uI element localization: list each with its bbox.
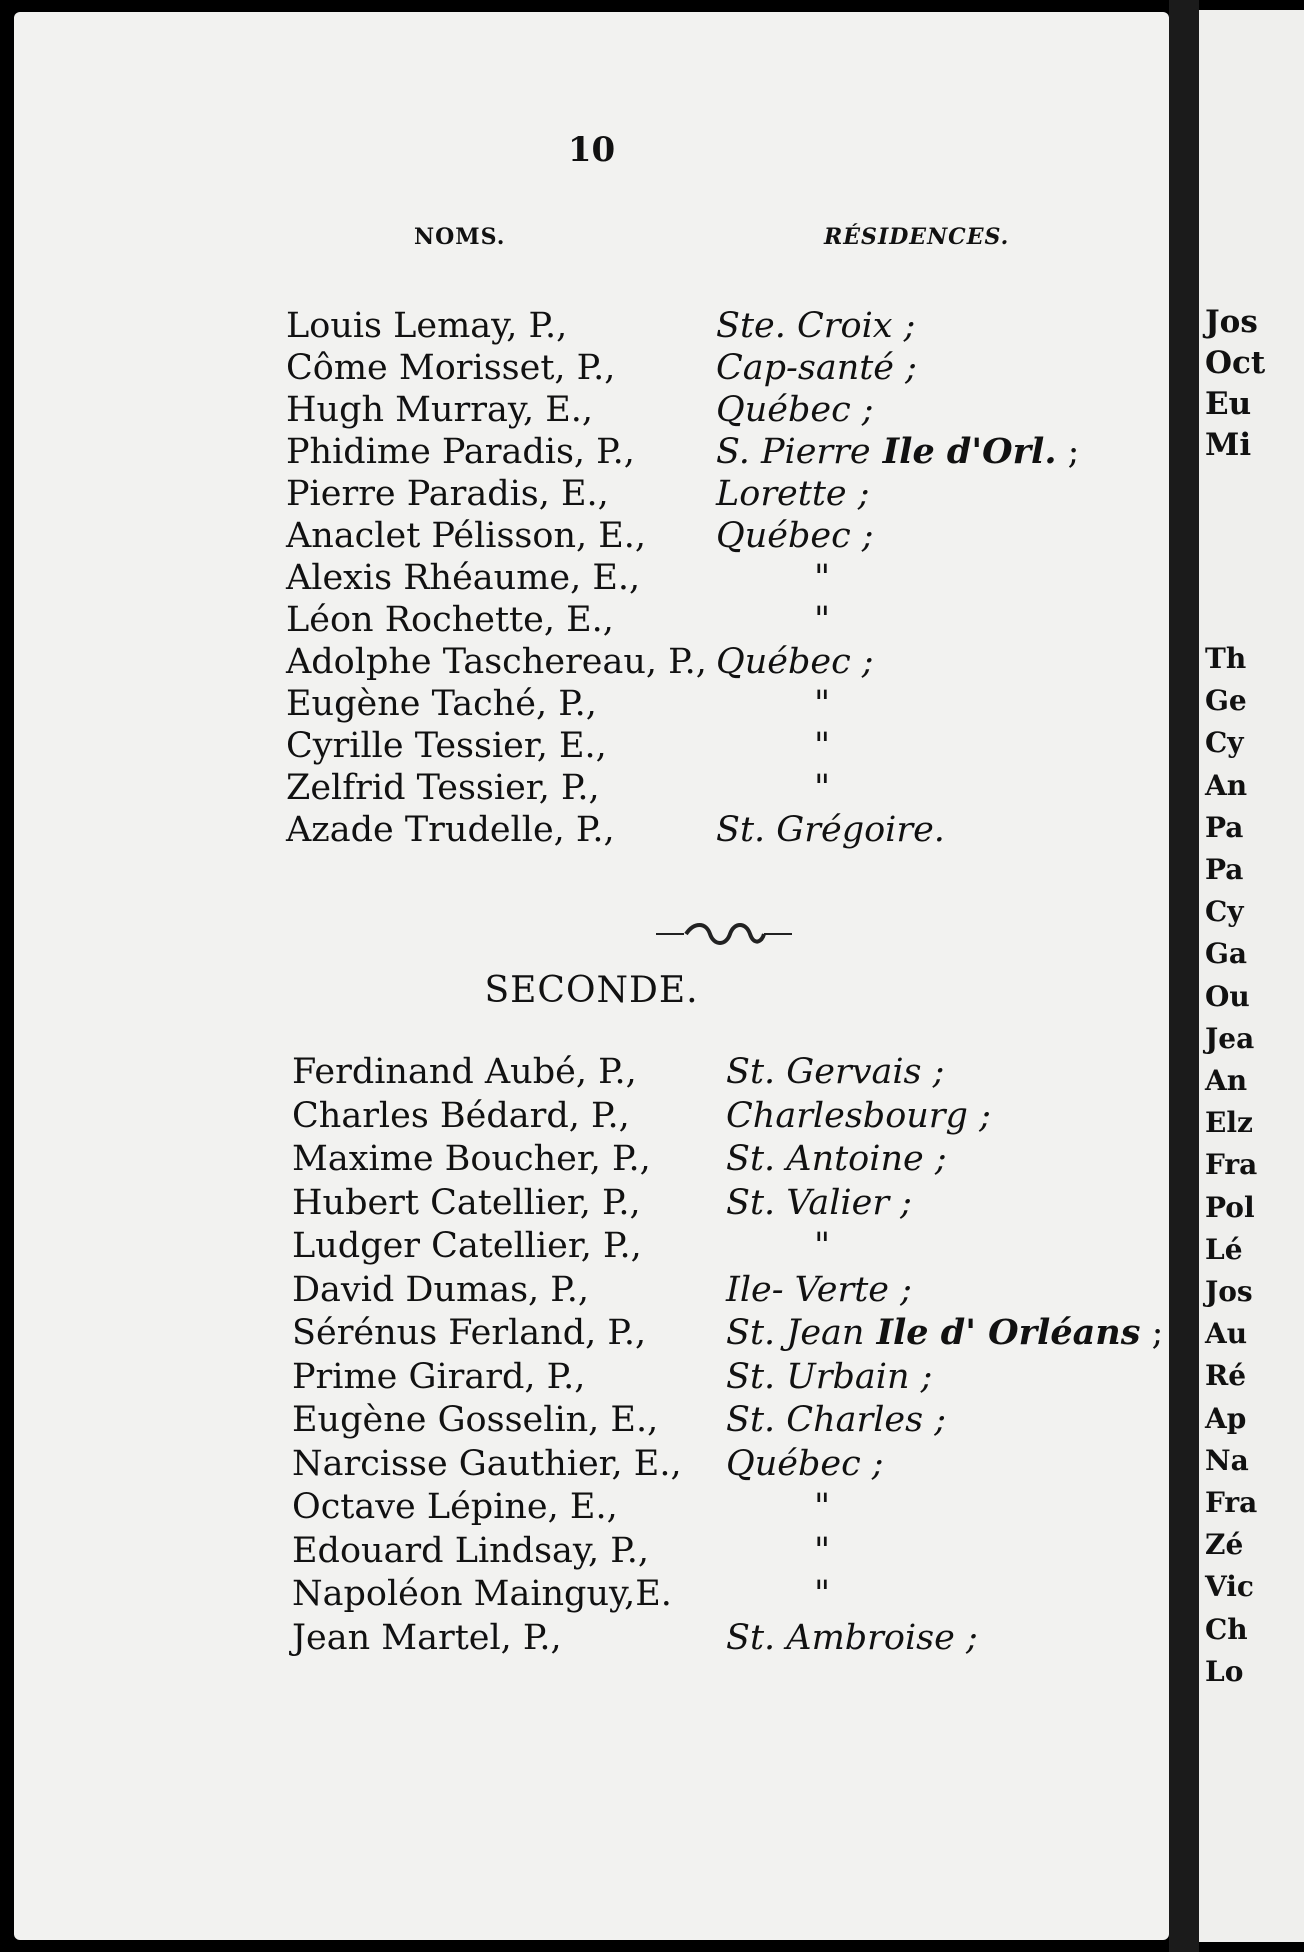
entry-name: Cyrille Tessier, E., — [286, 726, 607, 766]
residence-text: St. Urbain ; — [726, 1356, 933, 1397]
right-fragment-bottom: Lé — [1205, 1232, 1243, 1266]
right-page-edge — [1199, 10, 1304, 1942]
entry-row — [14, 430, 1169, 474]
entry-name: Octave Lépine, E., — [292, 1487, 618, 1527]
entry-residence — [814, 1529, 830, 1573]
right-fragment-bottom: Jea — [1205, 1021, 1255, 1055]
section-ornament — [654, 916, 794, 952]
entry-name: Louis Lemay, P., — [286, 306, 568, 346]
entry-residence — [726, 1268, 912, 1312]
right-fragment-top: Jos — [1205, 304, 1258, 340]
residence-text: " — [814, 1530, 831, 1571]
entry-residence — [726, 1311, 1163, 1355]
entry-row — [14, 766, 1169, 810]
entry-residence — [814, 1224, 830, 1268]
entry-row — [14, 1311, 1169, 1355]
entry-name: Adolphe Taschereau, P., — [286, 642, 707, 682]
right-fragment-bottom: Lo — [1205, 1654, 1244, 1688]
residence-text: Québec ; — [726, 1443, 884, 1484]
entry-name: Zelfrid Tessier, P., — [286, 768, 600, 808]
residence-text: Québec ; — [716, 642, 874, 682]
entry-row — [14, 1224, 1169, 1268]
residence-text: St. Gervais ; — [726, 1052, 945, 1092]
right-fragment-bottom: Zé — [1205, 1528, 1244, 1562]
right-fragment-bottom: Ap — [1205, 1401, 1247, 1435]
entry-name: Narcisse Gauthier, E., — [292, 1443, 682, 1484]
residence-text: " — [814, 726, 831, 766]
entry-residence — [814, 766, 830, 810]
residence-text: Lorette ; — [716, 474, 870, 514]
entry-row — [14, 1094, 1169, 1138]
residence-text: Ile- Verte ; — [726, 1269, 912, 1310]
entry-name: Pierre Paradis, E., — [286, 474, 609, 514]
residence-text: Québec ; — [716, 390, 874, 430]
right-fragment-bottom: Pa — [1205, 810, 1244, 844]
entry-residence — [814, 556, 830, 600]
entry-residence — [716, 388, 874, 432]
header-names: NOMS. — [414, 224, 506, 250]
right-fragment-bottom: Th — [1205, 642, 1247, 675]
entry-row — [14, 1181, 1169, 1225]
entry-row — [14, 1050, 1169, 1094]
entry-row — [14, 1398, 1169, 1442]
entry-name: Azade Trudelle, P., — [286, 810, 615, 850]
page-number: 10 — [567, 130, 616, 170]
residence-text: St. Antoine ; — [726, 1139, 947, 1179]
entry-row — [14, 304, 1169, 348]
entry-name: Prime Girard, P., — [292, 1356, 586, 1397]
right-fragment-bottom: Fra — [1205, 1486, 1258, 1519]
right-fragment-top: Mi — [1205, 427, 1252, 463]
entry-residence — [716, 640, 874, 684]
entry-row — [14, 640, 1169, 684]
entry-residence — [726, 1181, 912, 1225]
entry-name: Alexis Rhéaume, E., — [286, 558, 641, 598]
entry-name: Hugh Murray, E., — [286, 390, 594, 430]
entry-name: Jean Martel, P., — [292, 1617, 562, 1658]
entry-name: Edouard Lindsay, P., — [292, 1530, 649, 1571]
right-fragment-bottom: Ga — [1205, 937, 1248, 971]
residence-text: " — [814, 558, 831, 598]
entry-residence — [814, 724, 830, 768]
entry-name: Napoléon Mainguy,E. — [292, 1574, 672, 1614]
entry-row — [14, 682, 1169, 726]
entry-residence — [716, 304, 915, 348]
entry-row — [14, 472, 1169, 516]
entry-name: Charles Bédard, P., — [292, 1095, 630, 1136]
entry-row — [14, 1485, 1169, 1529]
entry-residence — [814, 682, 830, 726]
entry-name: Léon Rochette, E., — [286, 600, 614, 640]
entry-name: David Dumas, P., — [292, 1269, 590, 1310]
entry-row — [14, 1572, 1169, 1616]
entry-residence — [726, 1094, 991, 1138]
residence-text: " — [814, 684, 831, 724]
residence-text: Québec ; — [716, 516, 874, 556]
entry-name: Sérénus Ferland, P., — [292, 1313, 647, 1353]
entry-residence — [716, 514, 874, 558]
right-fragment-bottom: Ou — [1205, 979, 1250, 1013]
entry-row — [14, 556, 1169, 600]
entry-row — [14, 1355, 1169, 1399]
right-fragment-bottom: An — [1205, 1064, 1248, 1097]
right-fragment-bottom: Vic — [1205, 1570, 1254, 1604]
right-fragment-bottom: Fra — [1205, 1148, 1258, 1182]
residence-text: St. Valier ; — [726, 1182, 912, 1223]
right-fragment-bottom: Na — [1205, 1443, 1249, 1477]
residence-text: Cap-santé ; — [716, 348, 917, 388]
entry-residence — [726, 1050, 944, 1094]
entry-residence — [726, 1398, 946, 1442]
entry-row — [14, 1616, 1169, 1660]
entry-name: Phidime Paradis, P., — [286, 432, 635, 472]
right-fragment-bottom: Pol — [1205, 1190, 1255, 1224]
entry-name: Côme Morisset, P., — [286, 348, 616, 388]
entry-row — [14, 598, 1169, 642]
entry-row — [14, 1442, 1169, 1486]
right-fragment-bottom: Au — [1205, 1317, 1248, 1351]
entry-residence — [716, 430, 1079, 474]
residence-bold-text: Ile d' Orléans — [864, 1312, 1141, 1353]
entry-residence — [814, 598, 830, 642]
residence-bold-text: Ile d'Orl. — [870, 431, 1057, 472]
right-fragment-top: Oct — [1205, 345, 1266, 381]
entry-row — [14, 1268, 1169, 1312]
entry-row — [14, 514, 1169, 558]
entry-row — [14, 1529, 1169, 1573]
entry-name: Eugène Taché, P., — [286, 684, 597, 724]
residence-text: St. Charles ; — [726, 1400, 946, 1440]
residence-text: " — [814, 1574, 831, 1614]
right-fragment-top: Eu — [1205, 386, 1252, 422]
right-fragment-bottom: Ch — [1205, 1612, 1248, 1646]
entry-row — [14, 808, 1169, 852]
residence-text: St. Grégoire. — [716, 810, 945, 850]
residence-text: S. Pierre — [716, 432, 871, 472]
entry-name: Ludger Catellier, P., — [292, 1226, 642, 1266]
entry-residence — [726, 1442, 884, 1486]
entry-residence — [716, 472, 870, 516]
entry-residence — [716, 346, 917, 390]
header-residences: RÉSIDENCES. — [824, 224, 1010, 250]
entry-name: Anaclet Pélisson, E., — [286, 516, 647, 556]
residence-text: St. Ambroise ; — [726, 1617, 978, 1658]
residence-text: " — [814, 1226, 831, 1266]
section-title: SECONDE. — [484, 970, 699, 1011]
entry-residence — [716, 808, 945, 852]
entry-row — [14, 388, 1169, 432]
residence-text: " — [814, 600, 831, 640]
entry-residence — [814, 1485, 830, 1529]
left-page — [14, 12, 1169, 1940]
residence-tail: ; — [1140, 1313, 1164, 1353]
right-fragment-bottom: Ge — [1205, 684, 1247, 718]
right-fragment-bottom: Cy — [1205, 895, 1244, 929]
right-fragment-bottom: Jos — [1205, 1275, 1253, 1308]
entry-name: Maxime Boucher, P., — [292, 1139, 651, 1179]
residence-text: " — [814, 1487, 831, 1527]
entry-name: Ferdinand Aubé, P., — [292, 1052, 637, 1092]
residence-text: Charlesbourg ; — [726, 1095, 991, 1136]
entry-row — [14, 724, 1169, 768]
right-fragment-bottom: Pa — [1205, 853, 1244, 886]
right-fragment-bottom: Ré — [1205, 1359, 1247, 1393]
book-gutter — [1169, 0, 1199, 1952]
entry-residence — [726, 1137, 947, 1181]
entry-name: Hubert Catellier, P., — [292, 1182, 641, 1223]
residence-text: St. Jean — [726, 1313, 865, 1353]
right-fragment-bottom: An — [1205, 768, 1248, 802]
right-fragment-bottom: Elz — [1205, 1106, 1253, 1140]
entry-row — [14, 1137, 1169, 1181]
right-fragment-bottom: Cy — [1205, 726, 1244, 760]
residence-tail: ; — [1056, 432, 1080, 472]
entry-residence — [726, 1616, 978, 1660]
entry-name: Eugène Gosselin, E., — [292, 1400, 659, 1440]
entry-row — [14, 346, 1169, 390]
entry-residence — [814, 1572, 830, 1616]
entry-residence — [726, 1355, 932, 1399]
residence-text: Ste. Croix ; — [716, 306, 916, 346]
residence-text: " — [814, 768, 831, 808]
